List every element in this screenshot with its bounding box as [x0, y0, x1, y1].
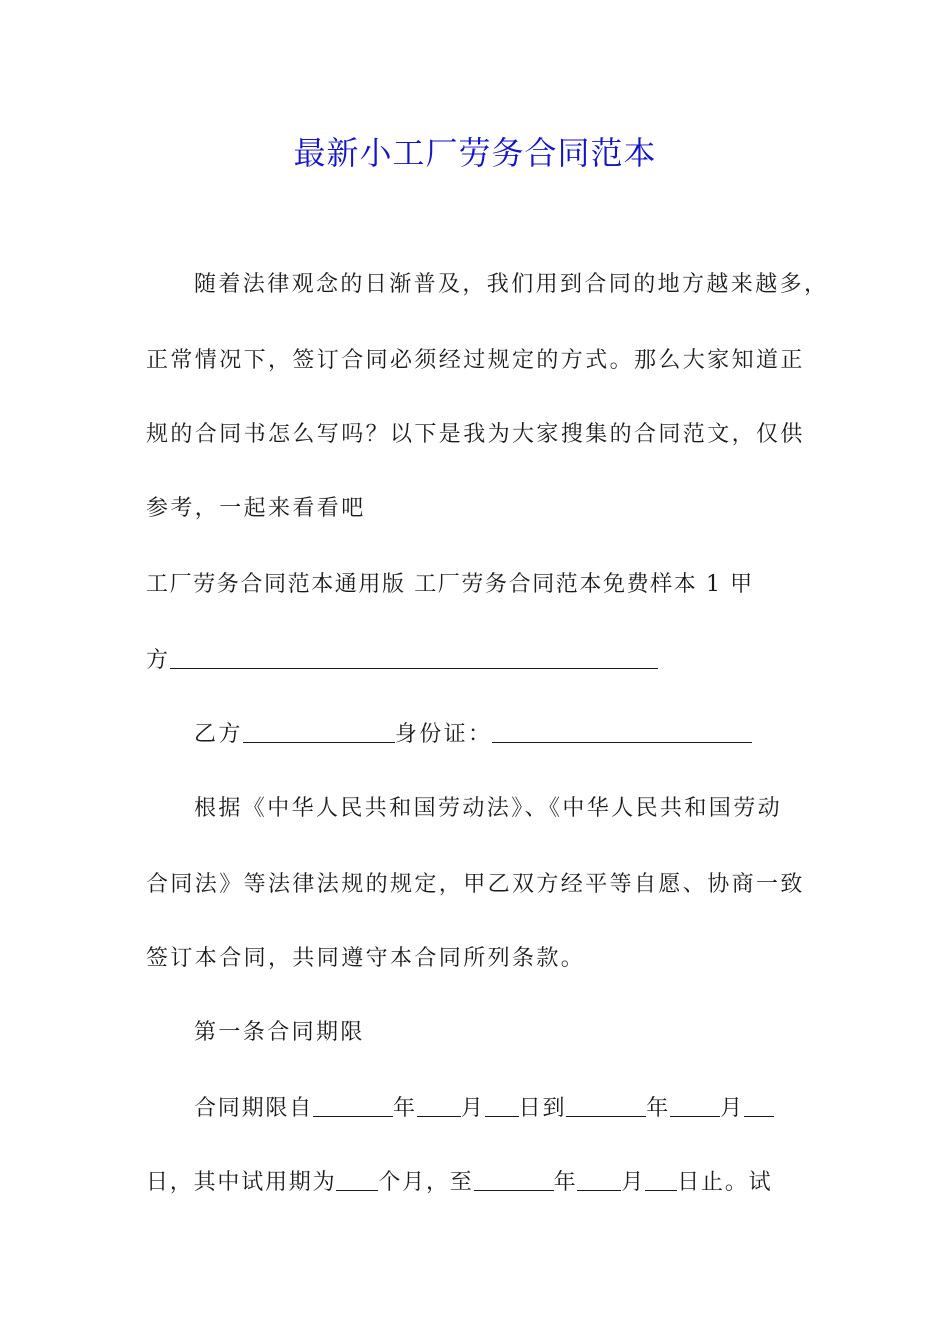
probation-year: 年	[553, 1170, 578, 1195]
probation-months: 个月，至	[378, 1170, 474, 1195]
basis-line-2: 合同法》等法律法规的规定，甲乙双方经平等自愿、协商一致	[146, 872, 805, 897]
document-title: 最新小工厂劳务合同范本	[293, 134, 657, 172]
party-a-blank[interactable]	[170, 646, 658, 669]
probation-prefix: 日，其中试用期为	[146, 1170, 337, 1195]
intro-line-2: 正常情况下，签订合同必须经过规定的方式。那么大家知道正	[146, 348, 805, 373]
heading-line: 工厂劳务合同范本通用版 工厂劳务合同范本免费样本 1 甲	[146, 572, 754, 597]
term-start-year-blank[interactable]	[313, 1094, 393, 1117]
party-b-blank[interactable]	[243, 720, 395, 743]
id-card-blank[interactable]	[492, 720, 752, 743]
term-month-2: 月	[720, 1096, 744, 1121]
probation-months-blank[interactable]	[336, 1168, 378, 1191]
term-year-2: 年	[646, 1096, 671, 1121]
term-prefix: 合同期限自	[194, 1096, 314, 1121]
basis-line-3: 签订本合同，共同遵守本合同所列条款。	[146, 946, 586, 971]
term-month-1: 月	[460, 1096, 485, 1121]
probation-year-blank[interactable]	[474, 1168, 554, 1191]
term-start-day-blank[interactable]	[485, 1094, 519, 1117]
party-b-label: 乙方	[194, 722, 243, 747]
basis-line-1: 根据《中华人民共和国劳动法》、《中华人民共和国劳动	[194, 796, 783, 821]
term-year-1: 年	[393, 1096, 417, 1121]
article-one-title: 第一条合同期限	[194, 1020, 365, 1045]
term-end-year-blank[interactable]	[566, 1094, 646, 1117]
intro-line-3: 规的合同书怎么写吗？以下是我为大家搜集的合同范文，仅供	[146, 422, 805, 447]
term-end-day-blank[interactable]	[744, 1094, 774, 1117]
probation-end: 日止。试	[677, 1170, 773, 1195]
term-start-month-blank[interactable]	[417, 1094, 461, 1117]
probation-day-blank[interactable]	[645, 1168, 677, 1191]
probation-line	[146, 1168, 816, 1198]
intro-line-1: 随着法律观念的日渐普及，我们用到合同的地方越来越多，	[194, 272, 829, 297]
term-day-to: 日到	[518, 1096, 567, 1121]
term-end-month-blank[interactable]	[670, 1094, 720, 1117]
term-line	[194, 1094, 864, 1124]
probation-month-blank[interactable]	[577, 1168, 621, 1191]
party-b-line	[194, 720, 864, 750]
probation-month: 月	[621, 1170, 646, 1195]
id-card-label: 身份证：	[394, 722, 493, 747]
party-a-label: 方	[146, 648, 171, 673]
intro-line-4: 参考，一起来看看吧	[146, 496, 366, 521]
party-a-line	[146, 646, 816, 676]
